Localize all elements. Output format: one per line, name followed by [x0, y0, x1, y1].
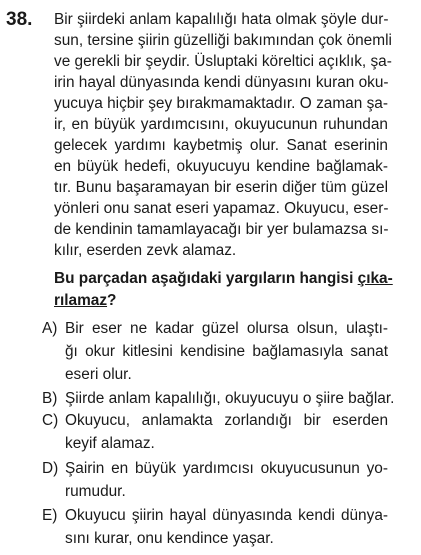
stem-underlined-text: çıka- — [357, 270, 393, 287]
passage-line: yucuya hiçbir şey bırakmamaktadır. O zaman şa- — [54, 95, 388, 112]
option-letter: E) — [42, 507, 58, 524]
stem-line — [54, 290, 388, 311]
passage-line: en büyük hedefi, okuyucuyu kendine bağlamak- — [54, 158, 388, 175]
passage-line: de kendinin tamamlayacağı bir yer bulamazsa sı- — [54, 221, 389, 238]
option-text-line: keyif alamaz. — [65, 435, 155, 452]
option-text-line: Okuyucu şiirin hayal dünyasında kendi dünya- — [65, 507, 388, 524]
passage-line: yönleri onu sanat eseri yapamaz. Okuyucu, eser- — [54, 200, 389, 217]
option-letter: A) — [42, 320, 58, 337]
stem-underlined-text: rılamaz — [54, 292, 108, 309]
stem-text: Bu parçadan aşağıdaki yargıların hangisi — [54, 270, 358, 287]
option-text-line: Şiirde anlam kapalılığı, okuyucuyu o şiire bağlar. — [65, 390, 395, 407]
question-number: 38. — [6, 9, 33, 30]
option-letter: D) — [42, 460, 59, 477]
option-text-line: Şairin en büyük yardımcısı okuyucusunun yo- — [65, 460, 388, 477]
option-text-line: sını kurar, onu kendince yaşar. — [65, 530, 274, 547]
passage-line: irin hayal dünyasında kendi dünyasını kuran oku- — [54, 74, 389, 91]
passage-line: gelecek yardımı kaybetmiş olur. Sanat eserinin — [54, 137, 388, 154]
passage-line: tır. Bunu başaramayan bir eserin diğer tüm güzel — [54, 179, 388, 196]
option-text-line: ğı okur kitlesini kendisine bağlamasıyla sanat — [65, 343, 388, 360]
passage-line: ve gerekli bir şeydir. Üsluptaki köreltici açıklık, şa- — [54, 53, 392, 70]
passage-line: kılır, eserden zevk alamaz. — [54, 242, 237, 259]
passage-line: ir, en büyük yardımcısını, okuyucunun ruhundan — [54, 116, 388, 133]
stem-text: ? — [107, 292, 117, 309]
passage-line: sun, tersine şiirin güzelliği bakımından çok önemli — [54, 32, 392, 49]
option-letter: C) — [42, 412, 59, 429]
option-text-line: Bir eser ne kadar güzel olursa olsun, ulaştı- — [65, 320, 388, 337]
option-letter: B) — [42, 390, 58, 407]
option-text-line: Okuyucu, anlamakta zorlandığı bir eserden — [65, 412, 388, 429]
option-text-line: eseri olur. — [65, 366, 132, 383]
option-text-line: rumudur. — [65, 483, 126, 500]
stem-line — [54, 268, 393, 289]
passage-line: Bir şiirdeki anlam kapalılığı hata olmak şöyle dur- — [54, 11, 389, 28]
